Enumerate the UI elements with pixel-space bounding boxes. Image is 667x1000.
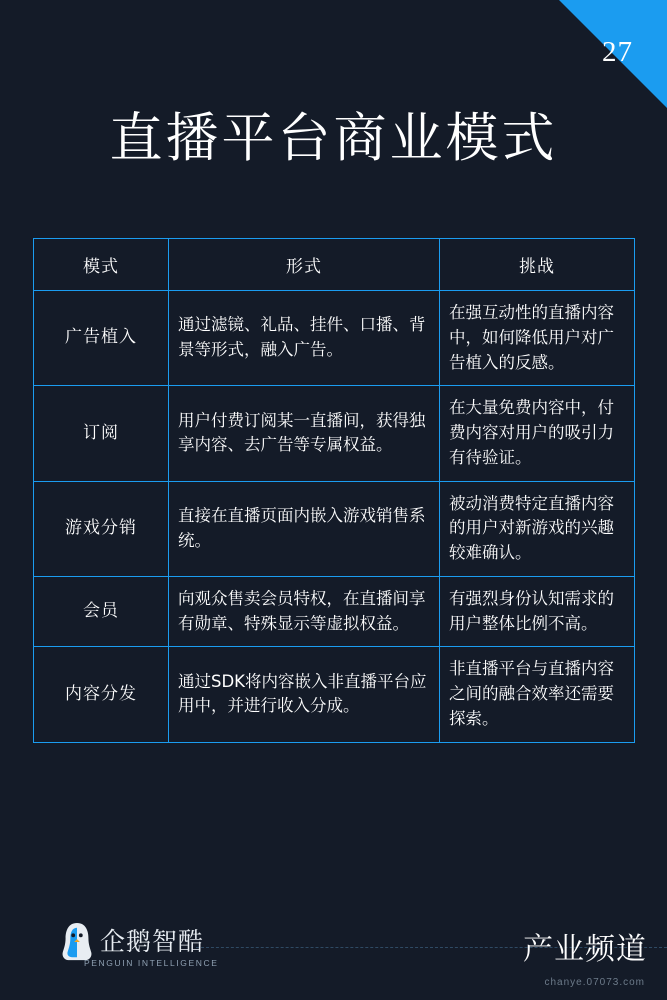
table-header [34,239,635,291]
table-row [34,481,635,576]
cell-mode: 广告植入 [34,291,169,386]
cell-challenge: 有强烈身份认知需求的用户整体比例不高。 [440,576,635,647]
table-header-mode: 模式 [34,239,169,291]
table [33,238,635,743]
table-row [34,386,635,481]
logo-english-text: PENGUIN INTELLIGENCE [84,958,219,968]
table-body [34,291,635,743]
table-header-row [34,239,635,291]
cell-form: 通过滤镜、礼品、挂件、口播、背景等形式，融入广告。 [169,291,440,386]
table-row [34,647,635,742]
business-model-table [33,238,634,743]
cell-challenge: 在强互动性的直播内容中，如何降低用户对广告植入的反感。 [440,291,635,386]
logo-chinese-text: 企鹅智酷 [100,927,205,956]
cell-mode: 订阅 [34,386,169,481]
cell-form: 通过SDK将内容嵌入非直播平台应用中，并进行收入分成。 [169,647,440,742]
cell-form: 直接在直播页面内嵌入游戏销售系统。 [169,481,440,576]
page-title: 直播平台商业模式 [109,108,558,169]
cell-mode: 内容分发 [34,647,169,742]
watermark-url: chanye.07073.com [544,977,645,988]
table-row [34,576,635,647]
brand-label: 产业频道 [523,932,647,967]
table-header-challenge: 挑战 [440,239,635,291]
cell-mode: 游戏分销 [34,481,169,576]
cell-challenge: 非直播平台与直播内容之间的融合效率还需要探索。 [440,647,635,742]
cell-challenge: 被动消费特定直播内容的用户对新游戏的兴趣较难确认。 [440,481,635,576]
penguin-icon [60,922,94,962]
table-header-form: 形式 [169,239,440,291]
cell-form: 用户付费订阅某一直播间，获得独享内容、去广告等专属权益。 [169,386,440,481]
cell-challenge: 在大量免费内容中，付费内容对用户的吸引力有待验证。 [440,386,635,481]
table-row [34,291,635,386]
cell-form: 向观众售卖会员特权，在直播间享有勋章、特殊显示等虚拟权益。 [169,576,440,647]
page-number: 27 [602,36,633,68]
cell-mode: 会员 [34,576,169,647]
penguin-intelligence-logo [60,920,219,978]
